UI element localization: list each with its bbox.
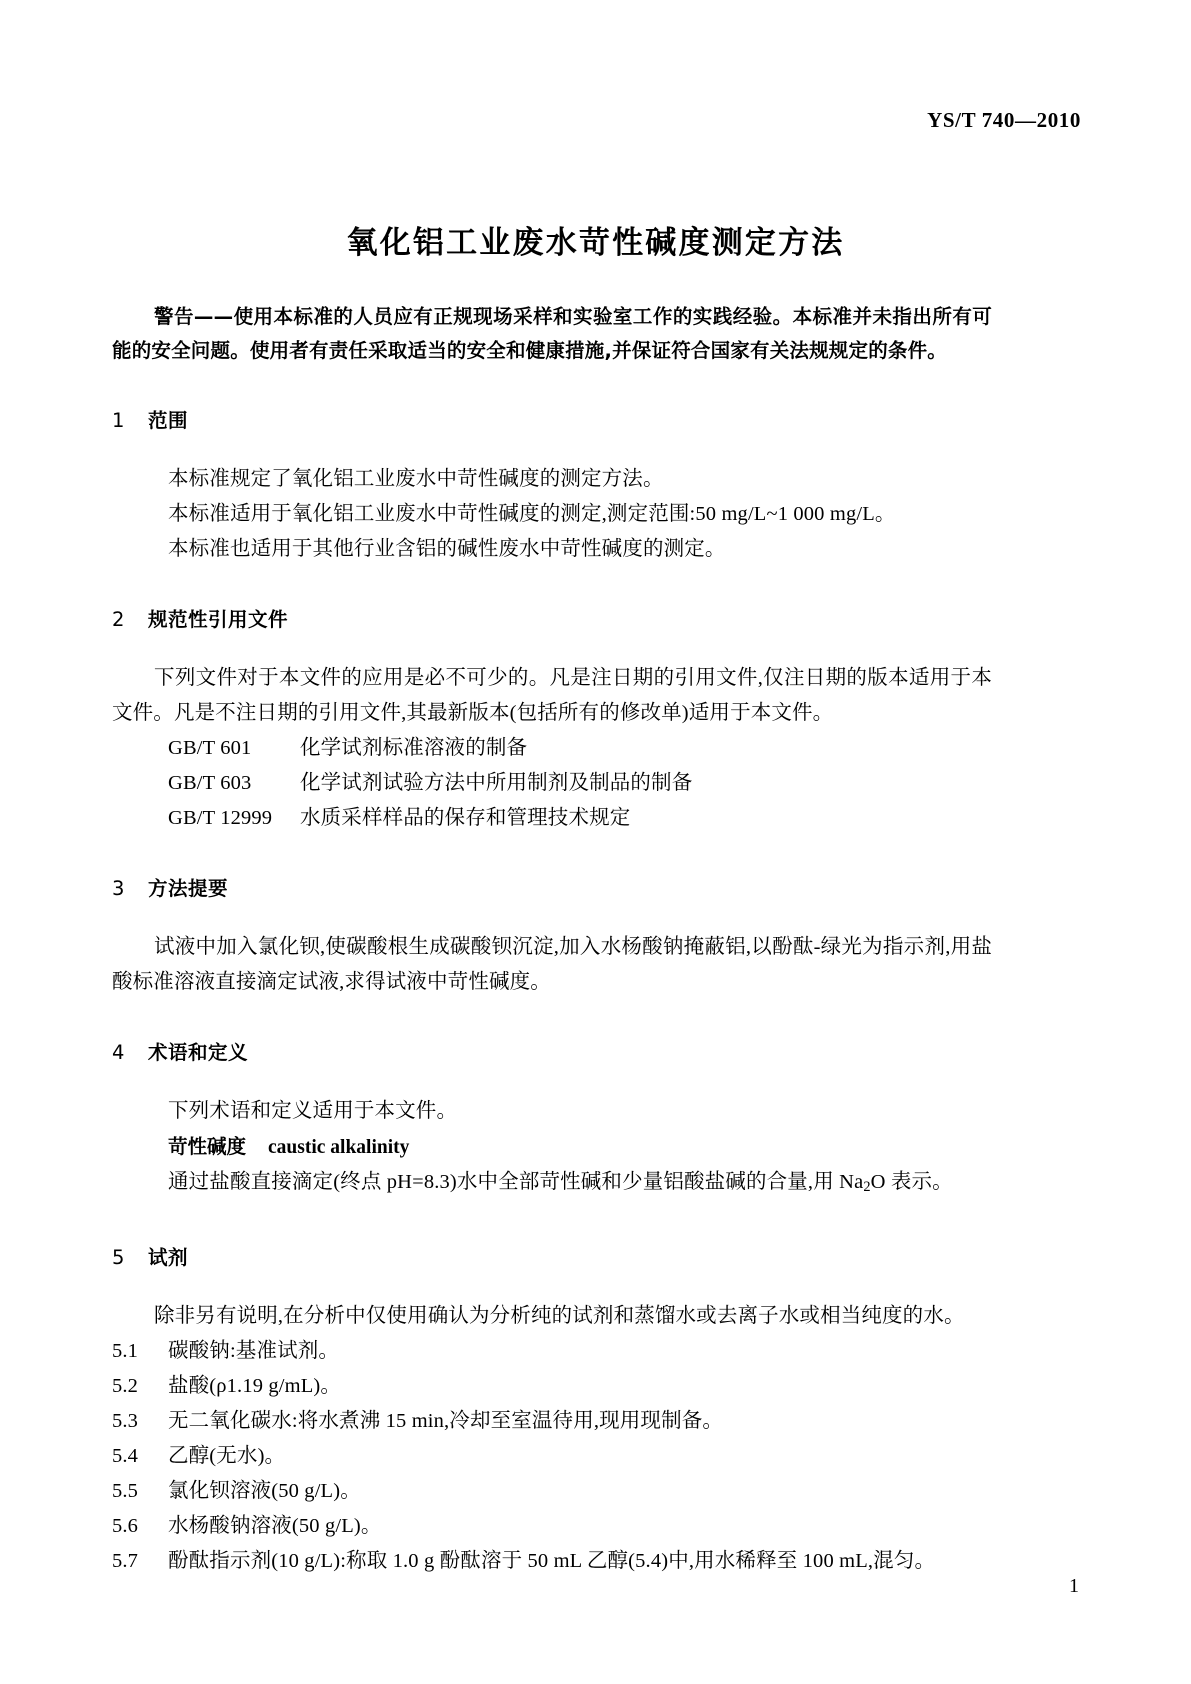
- reagent-text-5-6: 水杨酸钠溶液(50 g/L)。: [168, 1515, 382, 1538]
- spacer: [112, 635, 992, 661]
- reagent-item-5-4: [112, 1439, 992, 1474]
- reagent-number-5-4: 5.4: [112, 1445, 139, 1468]
- definition-prefix: 通过盐酸直接滴定(终点 pH=8.3)水中全部苛性碱和少量铝酸盐碱的合量,用 Na: [168, 1171, 864, 1193]
- reagent-text-5-4: 乙醇(无水)。: [168, 1445, 286, 1468]
- reagent-item-5-6: [112, 1509, 992, 1544]
- spacer: [112, 1068, 992, 1094]
- clause-title-2: 规范性引用文件: [148, 608, 289, 631]
- spacer: [112, 1273, 992, 1299]
- clause-heading-3: [112, 874, 992, 904]
- reagent-number-5-6: 5.6: [112, 1515, 139, 1538]
- reagent-text-5-7: 酚酞指示剂(10 g/L):称取 1.0 g 酚酞溶于 50 mL 乙醇(5.4)中,用水稀释至 100 mL,混匀。: [168, 1550, 936, 1573]
- clause-title-3: 方法提要: [148, 877, 229, 900]
- reagent-number-5-2: 5.2: [112, 1375, 139, 1398]
- clause-1-paragraph-1: 本标准规定了氧化铝工业废水中苛性碱度的测定方法。: [168, 468, 664, 490]
- reference-title-1: 化学试剂标准溶液的制备: [300, 737, 528, 759]
- term-entry: [112, 1129, 992, 1165]
- reagent-text-5-5: 氯化钡溶液(50 g/L)。: [168, 1480, 361, 1503]
- reagent-item-5-1: [112, 1334, 992, 1369]
- clause-1-paragraph-2: 本标准适用于氧化铝工业废水中苛性碱度的测定,测定范围:50 mg/L~1 000 mg/L。: [168, 503, 896, 525]
- clause-number-1: 1: [112, 409, 125, 432]
- clause-title-1: 范围: [148, 409, 189, 432]
- clause-number-2: 2: [112, 608, 125, 631]
- document-title: 氧化铝工业废水苛性碱度测定方法: [346, 224, 845, 261]
- reference-id-2: GB/T 603: [168, 772, 252, 794]
- clause-heading-5: [112, 1243, 992, 1273]
- clause-heading-2: [112, 605, 992, 635]
- clause-number-3: 3: [112, 877, 125, 900]
- reference-item-3: [112, 801, 992, 836]
- reagent-number-5-1: 5.1: [112, 1340, 139, 1363]
- reagent-number-5-3: 5.3: [112, 1410, 139, 1433]
- clause-2-paragraph-1: 下列文件对于本文件的应用是必不可少的。凡是注日期的引用文件,仅注日期的版本适用于本文件。凡是不注日期的引用文件,其最新版本(包括所有的修改单)适用于本文件。: [112, 667, 992, 724]
- term-chinese: 苛性碱度: [168, 1135, 247, 1158]
- reagent-item-5-3: [112, 1404, 992, 1439]
- term-definition: [112, 1165, 992, 1205]
- spacer: [112, 904, 992, 930]
- clause-heading-4: [112, 1038, 992, 1068]
- reference-id-1: GB/T 601: [168, 737, 252, 759]
- reference-id-3: GB/T 12999: [168, 807, 273, 829]
- reference-item-1: [112, 731, 992, 766]
- reagent-item-5-5: [112, 1474, 992, 1509]
- spacer: [112, 436, 992, 462]
- spacer: [112, 836, 992, 874]
- term-english: caustic alkalinity: [268, 1137, 410, 1158]
- warning-paragraph: 警告——使用本标准的人员应有正规现场采样和实验室工作的实践经验。本标准并未指出所有可能的安全问题。使用者有责任采取适当的安全和健康措施,并保证符合国家有关法规规定的条件。: [112, 305, 992, 362]
- clause-number-5: 5: [112, 1246, 125, 1270]
- clause-3-paragraph-1: 试液中加入氯化钡,使碳酸根生成碳酸钡沉淀,加入水杨酸钠掩蔽铝,以酚酞-绿光为指示剂,用盐酸标准溶液直接滴定试液,求得试液中苛性碱度。: [112, 936, 992, 993]
- reference-item-2: [112, 766, 992, 801]
- reagent-item-5-2: [112, 1369, 992, 1404]
- page-number: 1: [1069, 1575, 1079, 1597]
- reagent-text-5-2: 盐酸(ρ1.19 g/mL)。: [168, 1375, 342, 1398]
- reference-title-3: 水质采样样品的保存和管理技术规定: [300, 807, 631, 829]
- reagent-item-5-7: [112, 1544, 992, 1579]
- reference-title-2: 化学试剂试验方法中所用制剂及制品的制备: [300, 772, 693, 794]
- clause-title-4: 术语和定义: [148, 1041, 249, 1064]
- reagent-number-5-7: 5.7: [112, 1550, 139, 1573]
- page-header: [110, 108, 1081, 138]
- spacer: [112, 1205, 992, 1243]
- clause-number-4: 4: [112, 1041, 125, 1064]
- clause-1-paragraph-3: 本标准也适用于其他行业含铝的碱性废水中苛性碱度的测定。: [168, 538, 726, 560]
- definition-subscript: 2: [863, 1179, 871, 1196]
- reagent-text-5-3: 无二氧化碳水:将水煮沸 15 min,冷却至室温待用,现用现制备。: [168, 1410, 724, 1433]
- reagent-number-5-5: 5.5: [112, 1480, 139, 1503]
- spacer: [112, 368, 992, 406]
- reagent-text-5-1: 碳酸钠:基准试剂。: [168, 1340, 340, 1363]
- document-body: [112, 300, 992, 1579]
- clause-4-paragraph-1: 下列术语和定义适用于本文件。: [168, 1100, 458, 1122]
- definition-suffix: O 表示。: [870, 1171, 953, 1193]
- clause-title-5: 试剂: [148, 1246, 189, 1270]
- spacer: [112, 1000, 992, 1038]
- spacer: [112, 567, 992, 605]
- standard-number: YS/T 740—2010: [927, 108, 1081, 132]
- clause-5-paragraph-1: 除非另有说明,在分析中仅使用确认为分析纯的试剂和蒸馏水或去离子水或相当纯度的水。: [154, 1305, 965, 1328]
- clause-heading-1: [112, 406, 992, 436]
